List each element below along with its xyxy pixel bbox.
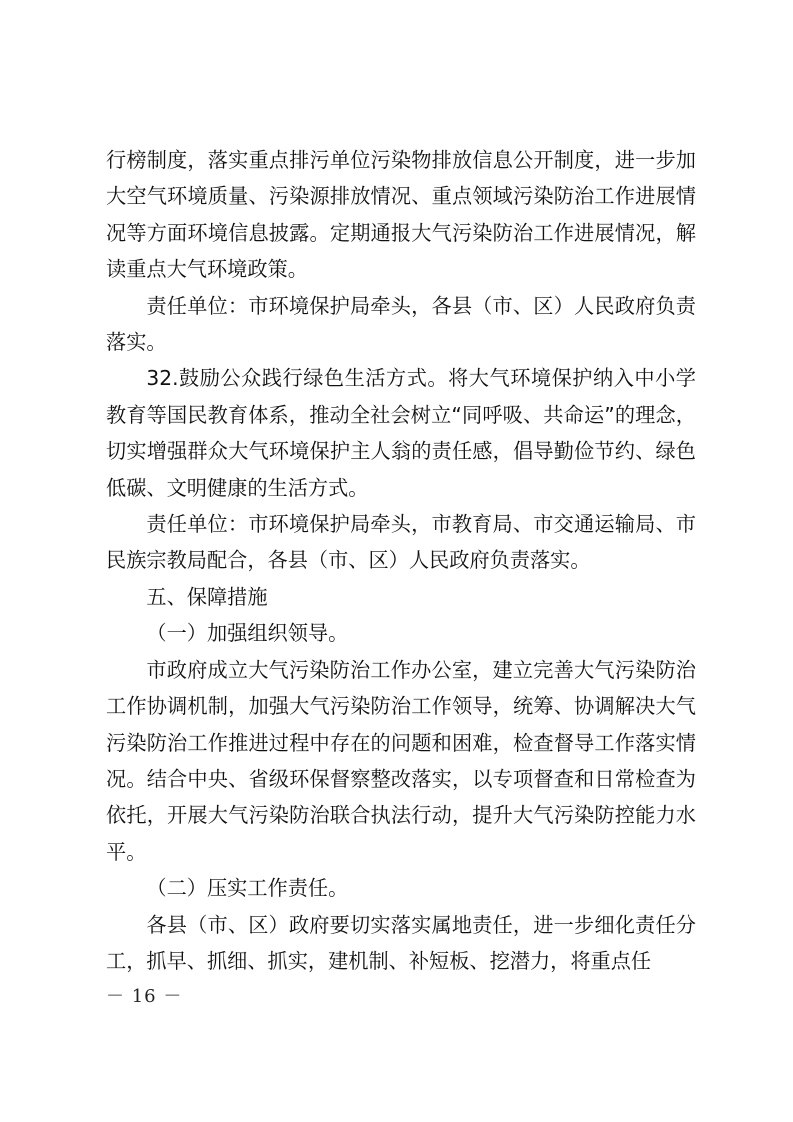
paragraph-office-establishment: 市政府成立大气污染防治工作办公室，建立完善大气污染防治工作协调机制，加强大气污染防治工作领导，统筹、协调解决大气污染防治工作推进过程中存在的问题和困难，检查督导工作落实情况。结合中央、省级环保督察整改落实，以专项督查和日常检查为依托，开展大气污染防治联合执法行动，提升大气污染防控能力水平。 <box>106 657 696 864</box>
paragraph-local-responsibility: 各县（市、区）政府要切实落实属地责任，进一步细化责任分工，抓早、抓细、抓实，建机制、补短板、挖潜力，将重点任 <box>106 912 696 973</box>
subheading-organization-leadership: （一）加强组织领导。 <box>146 621 349 646</box>
paragraph-responsibility-2: 责任单位：市环境保护局牵头，市教育局、市交通运输局、市民族宗教局配合，各县（市、区）人民政府负责落实。 <box>106 512 696 573</box>
paragraph-continuation: 行榜制度，落实重点排污单位污染物排放信息公开制度，进一步加大空气环境质量、污染源排放情况、重点领域污染防治工作进展情况等方面环境信息披露。定期通报大气污染防治工作进展情况，解读重点大气环境政策。 <box>106 148 696 282</box>
page-number: － 16 － <box>106 986 183 1007</box>
paragraph-item-32: 32.鼓励公众践行绿色生活方式。将大气环境保护纳入中小学教育等国民教育体系，推动全社会树立“同呼吸、共命运”的理念，切实增强群众大气环境保护主人翁的责任感，倡导勤俭节约、绿色低碳、文明健康的生活方式。 <box>106 366 696 500</box>
section-heading-safeguards: 五、保障措施 <box>146 584 268 609</box>
document-body <box>106 142 696 979</box>
paragraph-responsibility-1: 责任单位：市环境保护局牵头，各县（市、区）人民政府负责落实。 <box>106 293 696 355</box>
subheading-work-responsibility: （二）压实工作责任。 <box>146 876 349 901</box>
